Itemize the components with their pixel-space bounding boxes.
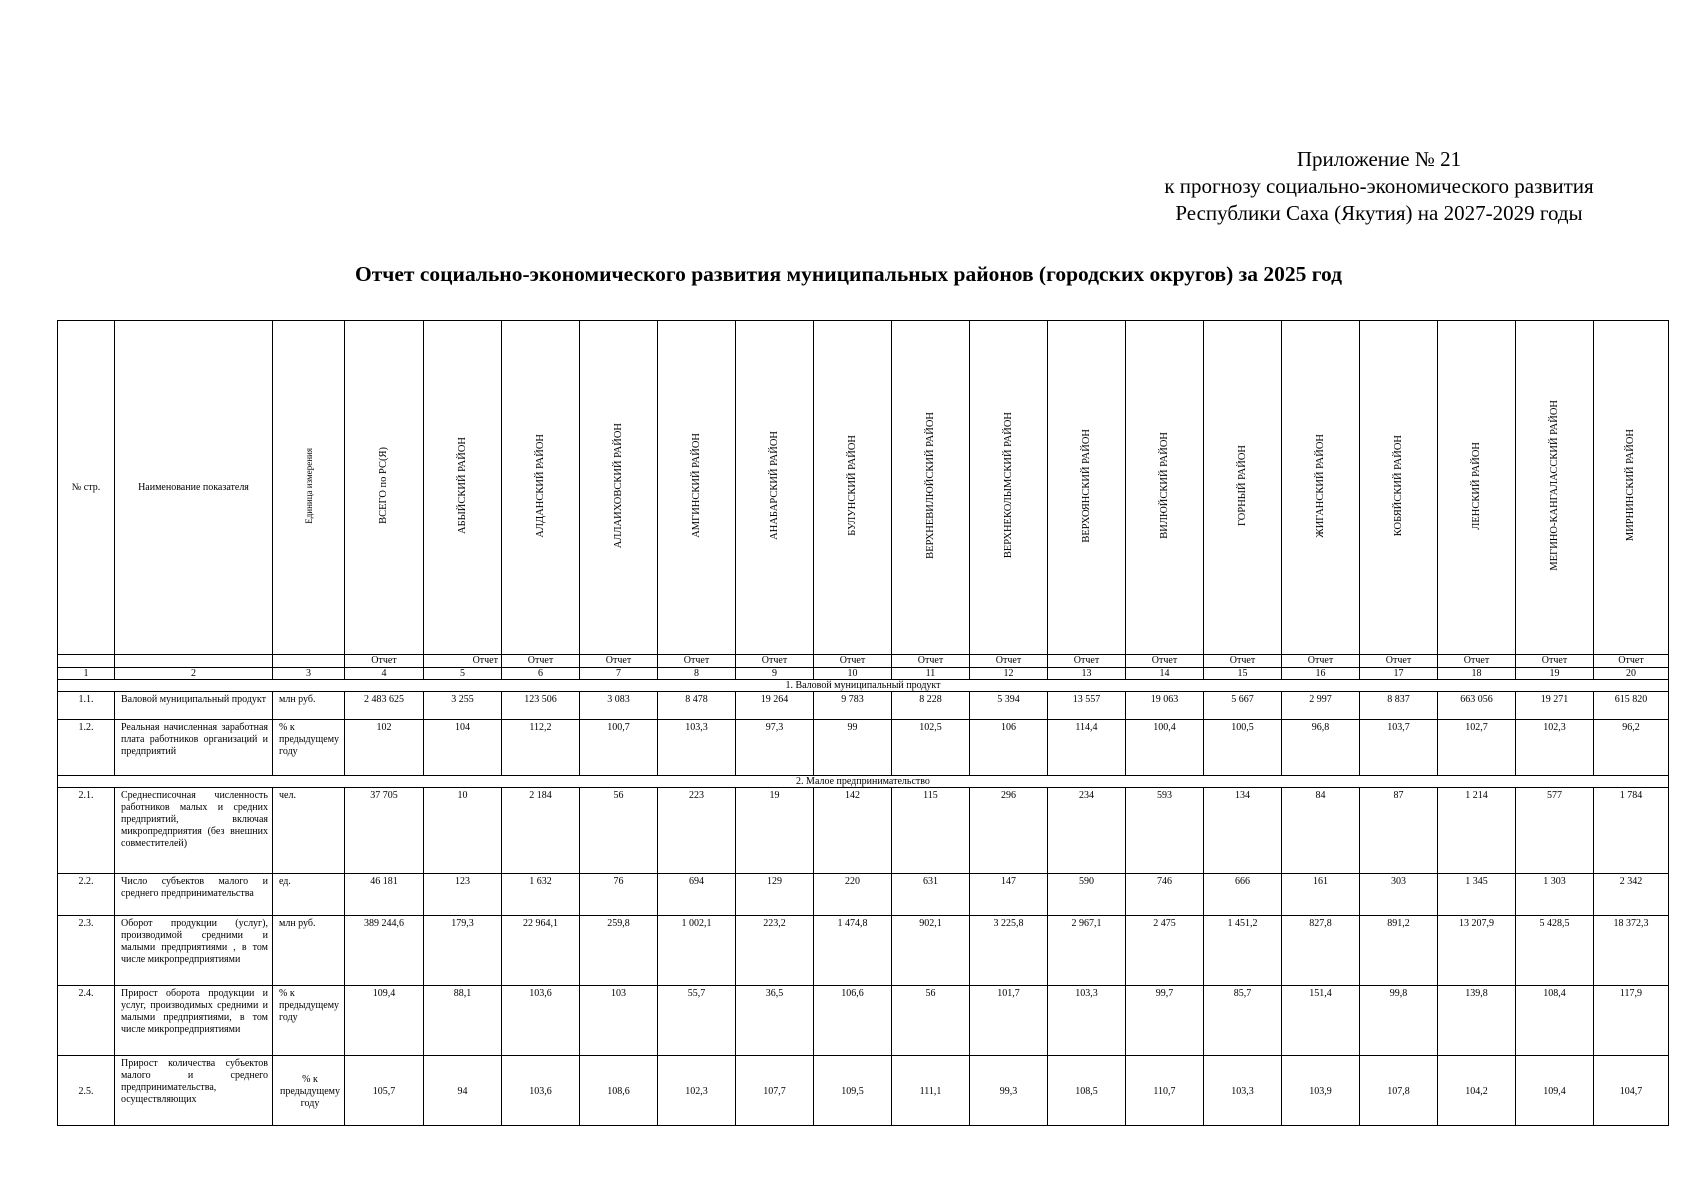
value-cell: 112,2 bbox=[502, 720, 580, 776]
header-col-label: АНАБАРСКИЙ РАЙОН bbox=[768, 431, 780, 540]
indicator-name: Число субъектов малого и среднего предпринимательства bbox=[115, 874, 273, 916]
header-col-label: ВИЛЮЙСКИЙ РАЙОН bbox=[1158, 432, 1170, 539]
column-number-cell: 15 bbox=[1204, 668, 1282, 680]
column-number-cell: 14 bbox=[1126, 668, 1204, 680]
column-number-cell: 6 bbox=[502, 668, 580, 680]
period-cell: Отчет bbox=[1126, 655, 1204, 668]
value-cell: 5 667 bbox=[1204, 692, 1282, 720]
value-cell: 103,7 bbox=[1360, 720, 1438, 776]
header-col bbox=[1360, 321, 1438, 655]
value-cell: 1 345 bbox=[1438, 874, 1516, 916]
indicator-name: Реальная начисленная заработная плата работников организаций и предприятий bbox=[115, 720, 273, 776]
value-cell: 117,9 bbox=[1594, 986, 1669, 1056]
value-cell: 46 181 bbox=[345, 874, 424, 916]
value-cell: 104 bbox=[424, 720, 502, 776]
value-cell: 107,8 bbox=[1360, 1056, 1438, 1126]
table-row bbox=[58, 916, 1669, 986]
value-cell: 666 bbox=[1204, 874, 1282, 916]
column-number-cell: 11 bbox=[892, 668, 970, 680]
value-cell: 8 478 bbox=[658, 692, 736, 720]
value-cell: 593 bbox=[1126, 788, 1204, 874]
value-cell: 134 bbox=[1204, 788, 1282, 874]
value-cell: 2 483 625 bbox=[345, 692, 424, 720]
value-cell: 103,6 bbox=[502, 1056, 580, 1126]
column-number-cell: 9 bbox=[736, 668, 814, 680]
header-col-label: ГОРНЫЙ РАЙОН bbox=[1236, 444, 1248, 526]
value-cell: 2 342 bbox=[1594, 874, 1669, 916]
value-cell: 631 bbox=[892, 874, 970, 916]
indicator-name: Прирост количества субъектов малого и среднего предпринимательства, осуществляющих bbox=[115, 1056, 273, 1126]
period-cell: Отчет bbox=[814, 655, 892, 668]
row-number: 2.5. bbox=[58, 1056, 115, 1126]
row-number: 2.4. bbox=[58, 986, 115, 1056]
column-number-cell: 12 bbox=[970, 668, 1048, 680]
period-cell: Отчет bbox=[970, 655, 1048, 668]
indicator-name: Оборот продукции (услуг), производимой средними и малыми предприятиями , в том числе микропредприятиями bbox=[115, 916, 273, 986]
value-cell: 104,7 bbox=[1594, 1056, 1669, 1126]
report-body bbox=[58, 655, 1669, 1126]
value-cell: 663 056 bbox=[1438, 692, 1516, 720]
header-col bbox=[345, 321, 424, 655]
value-cell: 108,4 bbox=[1516, 986, 1594, 1056]
table-row bbox=[58, 692, 1669, 720]
value-cell: 105,7 bbox=[345, 1056, 424, 1126]
value-cell: 259,8 bbox=[580, 916, 658, 986]
value-cell: 111,1 bbox=[892, 1056, 970, 1126]
value-cell: 123 506 bbox=[502, 692, 580, 720]
column-number-cell: 2 bbox=[115, 668, 273, 680]
section-row bbox=[58, 776, 1669, 788]
value-cell: 99,8 bbox=[1360, 986, 1438, 1056]
header-col-label: КОБЯЙСКИЙ РАЙОН bbox=[1392, 434, 1404, 537]
value-cell: 103,3 bbox=[658, 720, 736, 776]
report-title: Отчет социально-экономического развития муниципальных районов (городских округов) за 2025 год bbox=[354, 262, 1343, 286]
period-empty-cell bbox=[58, 655, 115, 668]
value-cell: 103,3 bbox=[1048, 986, 1126, 1056]
value-cell: 102,5 bbox=[892, 720, 970, 776]
value-cell: 106,6 bbox=[814, 986, 892, 1056]
column-number-cell: 3 bbox=[273, 668, 345, 680]
header-col bbox=[1204, 321, 1282, 655]
header-col-label: АБЫЙСКИЙ РАЙОН bbox=[456, 437, 468, 534]
row-number: 2.3. bbox=[58, 916, 115, 986]
unit-of-measure: % к предыдущему году bbox=[273, 1056, 345, 1126]
value-cell: 8 837 bbox=[1360, 692, 1438, 720]
value-cell: 103,3 bbox=[1204, 1056, 1282, 1126]
period-cell: Отчет bbox=[1282, 655, 1360, 668]
value-cell: 110,7 bbox=[1126, 1056, 1204, 1126]
period-cell: Отчет bbox=[658, 655, 736, 668]
header-col-label: ВСЕГО по РС(Я) bbox=[378, 447, 389, 524]
header-num-label: № стр. bbox=[71, 481, 101, 493]
value-cell: 99,7 bbox=[1126, 986, 1204, 1056]
value-cell: 1 214 bbox=[1438, 788, 1516, 874]
value-cell: 223,2 bbox=[736, 916, 814, 986]
indicator-name: Валовой муниципальный продукт bbox=[115, 692, 273, 720]
value-cell: 108,6 bbox=[580, 1056, 658, 1126]
value-cell: 94 bbox=[424, 1056, 502, 1126]
value-cell: 902,1 bbox=[892, 916, 970, 986]
appendix-line-3: Республики Саха (Якутия) на 2027-2029 годы bbox=[1175, 201, 1583, 225]
header-row bbox=[58, 321, 1669, 655]
period-cell: Отчет bbox=[580, 655, 658, 668]
value-cell: 389 244,6 bbox=[345, 916, 424, 986]
value-cell: 84 bbox=[1282, 788, 1360, 874]
column-number-cell: 20 bbox=[1594, 668, 1669, 680]
header-col bbox=[970, 321, 1048, 655]
period-cell: Отчет bbox=[424, 655, 502, 668]
header-col-label: АЛЛАИХОВСКИЙ РАЙОН bbox=[612, 422, 624, 549]
value-cell: 76 bbox=[580, 874, 658, 916]
value-cell: 147 bbox=[970, 874, 1048, 916]
period-cell: Отчет bbox=[1438, 655, 1516, 668]
value-cell: 3 255 bbox=[424, 692, 502, 720]
row-number: 2.1. bbox=[58, 788, 115, 874]
value-cell: 234 bbox=[1048, 788, 1126, 874]
header-col bbox=[1126, 321, 1204, 655]
value-cell: 37 705 bbox=[345, 788, 424, 874]
unit-of-measure: % к предыдущему году bbox=[273, 986, 345, 1056]
header-col bbox=[1438, 321, 1516, 655]
table-row bbox=[58, 1056, 1669, 1126]
column-number-cell: 4 bbox=[345, 668, 424, 680]
section-row bbox=[58, 680, 1669, 692]
value-cell: 694 bbox=[658, 874, 736, 916]
value-cell: 102,7 bbox=[1438, 720, 1516, 776]
value-cell: 19 063 bbox=[1126, 692, 1204, 720]
header-col-label: МЕГИНО-КАНГАЛАССКИЙ РАЙОН bbox=[1548, 400, 1560, 571]
value-cell: 102,3 bbox=[1516, 720, 1594, 776]
header-col bbox=[1594, 321, 1669, 655]
header-col-label: МИРНИНСКИЙ РАЙОН bbox=[1625, 429, 1636, 542]
value-cell: 1 303 bbox=[1516, 874, 1594, 916]
header-col bbox=[580, 321, 658, 655]
column-number-cell: 18 bbox=[1438, 668, 1516, 680]
value-cell: 104,2 bbox=[1438, 1056, 1516, 1126]
value-cell: 615 820 bbox=[1594, 692, 1669, 720]
period-cell: Отчет bbox=[892, 655, 970, 668]
header-col bbox=[1516, 321, 1594, 655]
header-col-label: ВЕРХОЯНСКИЙ РАЙОН bbox=[1080, 428, 1092, 543]
value-cell: 746 bbox=[1126, 874, 1204, 916]
row-number: 1.2. bbox=[58, 720, 115, 776]
unit-of-measure: чел. bbox=[273, 788, 345, 874]
value-cell: 223 bbox=[658, 788, 736, 874]
value-cell: 100,5 bbox=[1204, 720, 1282, 776]
period-cell: Отчет bbox=[736, 655, 814, 668]
header-col-label: АМГИНСКИЙ РАЙОН bbox=[690, 433, 702, 538]
table-row bbox=[58, 874, 1669, 916]
period-empty-cell bbox=[273, 655, 345, 668]
period-cell: Отчет bbox=[1204, 655, 1282, 668]
value-cell: 139,8 bbox=[1438, 986, 1516, 1056]
value-cell: 97,3 bbox=[736, 720, 814, 776]
value-cell: 88,1 bbox=[424, 986, 502, 1056]
value-cell: 103,6 bbox=[502, 986, 580, 1056]
value-cell: 22 964,1 bbox=[502, 916, 580, 986]
header-unit bbox=[273, 321, 345, 655]
header-col-label: ЖИГАНСКИЙ РАЙОН bbox=[1314, 433, 1326, 538]
value-cell: 100,7 bbox=[580, 720, 658, 776]
period-empty-cell bbox=[115, 655, 273, 668]
column-number-cell: 19 bbox=[1516, 668, 1594, 680]
value-cell: 8 228 bbox=[892, 692, 970, 720]
value-cell: 55,7 bbox=[658, 986, 736, 1056]
unit-of-measure: млн руб. bbox=[273, 916, 345, 986]
column-number-row bbox=[58, 668, 1669, 680]
value-cell: 1 632 bbox=[502, 874, 580, 916]
appendix-header bbox=[1099, 146, 1659, 227]
value-cell: 109,5 bbox=[814, 1056, 892, 1126]
value-cell: 106 bbox=[970, 720, 1048, 776]
header-col bbox=[736, 321, 814, 655]
value-cell: 114,4 bbox=[1048, 720, 1126, 776]
indicator-name: Прирост оборота продукции и услуг, производимых средними и малыми предприятиями, в том числе микропредприятиями bbox=[115, 986, 273, 1056]
header-col bbox=[502, 321, 580, 655]
value-cell: 109,4 bbox=[345, 986, 424, 1056]
header-name bbox=[115, 321, 273, 655]
value-cell: 36,5 bbox=[736, 986, 814, 1056]
period-cell: Отчет bbox=[1594, 655, 1669, 668]
value-cell: 13 557 bbox=[1048, 692, 1126, 720]
value-cell: 891,2 bbox=[1360, 916, 1438, 986]
value-cell: 99,3 bbox=[970, 1056, 1048, 1126]
column-number-cell: 13 bbox=[1048, 668, 1126, 680]
row-number: 1.1. bbox=[58, 692, 115, 720]
value-cell: 2 997 bbox=[1282, 692, 1360, 720]
value-cell: 87 bbox=[1360, 788, 1438, 874]
header-col bbox=[424, 321, 502, 655]
value-cell: 107,7 bbox=[736, 1056, 814, 1126]
value-cell: 109,4 bbox=[1516, 1056, 1594, 1126]
table-row bbox=[58, 986, 1669, 1056]
value-cell: 129 bbox=[736, 874, 814, 916]
value-cell: 142 bbox=[814, 788, 892, 874]
header-col-label: БУЛУНСКИЙ РАЙОН bbox=[846, 435, 858, 536]
column-number-cell: 7 bbox=[580, 668, 658, 680]
appendix-line-2: к прогнозу социально-экономического развития bbox=[1164, 174, 1594, 198]
value-cell: 123 bbox=[424, 874, 502, 916]
value-cell: 577 bbox=[1516, 788, 1594, 874]
value-cell: 1 474,8 bbox=[814, 916, 892, 986]
value-cell: 103,9 bbox=[1282, 1056, 1360, 1126]
period-row bbox=[58, 655, 1669, 668]
column-number-cell: 1 bbox=[58, 668, 115, 680]
header-col bbox=[814, 321, 892, 655]
value-cell: 2 475 bbox=[1126, 916, 1204, 986]
value-cell: 19 264 bbox=[736, 692, 814, 720]
value-cell: 102 bbox=[345, 720, 424, 776]
value-cell: 56 bbox=[892, 986, 970, 1056]
value-cell: 3 225,8 bbox=[970, 916, 1048, 986]
header-unit-label: Единица измерения bbox=[303, 447, 314, 524]
column-number-cell: 5 bbox=[424, 668, 502, 680]
column-number-cell: 16 bbox=[1282, 668, 1360, 680]
header-name-label: Наименование показателя bbox=[138, 481, 249, 493]
value-cell: 1 002,1 bbox=[658, 916, 736, 986]
header-col-label: ВЕРХНЕВИЛЮЙСКИЙ РАЙОН bbox=[924, 412, 936, 559]
period-cell: Отчет bbox=[502, 655, 580, 668]
value-cell: 13 207,9 bbox=[1438, 916, 1516, 986]
value-cell: 19 271 bbox=[1516, 692, 1594, 720]
header-col bbox=[1282, 321, 1360, 655]
value-cell: 115 bbox=[892, 788, 970, 874]
value-cell: 590 bbox=[1048, 874, 1126, 916]
header-num bbox=[58, 321, 115, 655]
period-cell: Отчет bbox=[1516, 655, 1594, 668]
value-cell: 296 bbox=[970, 788, 1048, 874]
column-number-cell: 10 bbox=[814, 668, 892, 680]
period-cell: Отчет bbox=[1048, 655, 1126, 668]
table-row bbox=[58, 788, 1669, 874]
value-cell: 99 bbox=[814, 720, 892, 776]
period-cell: Отчет bbox=[345, 655, 424, 668]
value-cell: 108,5 bbox=[1048, 1056, 1126, 1126]
value-cell: 10 bbox=[424, 788, 502, 874]
unit-of-measure: млн руб. bbox=[273, 692, 345, 720]
unit-of-measure: ед. bbox=[273, 874, 345, 916]
value-cell: 5 394 bbox=[970, 692, 1048, 720]
header-col bbox=[892, 321, 970, 655]
value-cell: 2 967,1 bbox=[1048, 916, 1126, 986]
value-cell: 101,7 bbox=[970, 986, 1048, 1056]
header-col bbox=[1048, 321, 1126, 655]
value-cell: 18 372,3 bbox=[1594, 916, 1669, 986]
value-cell: 2 184 bbox=[502, 788, 580, 874]
value-cell: 9 783 bbox=[814, 692, 892, 720]
value-cell: 161 bbox=[1282, 874, 1360, 916]
indicator-name: Среднесписочная численность работников малых и средних предприятий, включая микропредприятия (без внешних совместителей) bbox=[115, 788, 273, 874]
value-cell: 827,8 bbox=[1282, 916, 1360, 986]
value-cell: 220 bbox=[814, 874, 892, 916]
value-cell: 1 451,2 bbox=[1204, 916, 1282, 986]
section-title: 1. Валовой муниципальный продукт bbox=[58, 680, 1669, 692]
value-cell: 5 428,5 bbox=[1516, 916, 1594, 986]
column-number-cell: 8 bbox=[658, 668, 736, 680]
value-cell: 303 bbox=[1360, 874, 1438, 916]
value-cell: 56 bbox=[580, 788, 658, 874]
column-number-cell: 17 bbox=[1360, 668, 1438, 680]
unit-of-measure: % к предыдущему году bbox=[273, 720, 345, 776]
value-cell: 85,7 bbox=[1204, 986, 1282, 1056]
section-title: 2. Малое предпринимательство bbox=[58, 776, 1669, 788]
value-cell: 1 784 bbox=[1594, 788, 1669, 874]
value-cell: 151,4 bbox=[1282, 986, 1360, 1056]
appendix-line-1: Приложение № 21 bbox=[1296, 147, 1462, 171]
value-cell: 179,3 bbox=[424, 916, 502, 986]
value-cell: 102,3 bbox=[658, 1056, 736, 1126]
value-cell: 96,8 bbox=[1282, 720, 1360, 776]
header-col-label: АЛДАНСКИЙ РАЙОН bbox=[534, 433, 546, 538]
header-col-label: ЛЕНСКИЙ РАЙОН bbox=[1470, 441, 1482, 530]
value-cell: 96,2 bbox=[1594, 720, 1669, 776]
value-cell: 100,4 bbox=[1126, 720, 1204, 776]
table-row bbox=[58, 720, 1669, 776]
header-col bbox=[658, 321, 736, 655]
report-table bbox=[57, 320, 1669, 1126]
value-cell: 19 bbox=[736, 788, 814, 874]
value-cell: 103 bbox=[580, 986, 658, 1056]
header-col-label: ВЕРХНЕКОЛЫМСКИЙ РАЙОН bbox=[1002, 412, 1014, 559]
value-cell: 3 083 bbox=[580, 692, 658, 720]
period-cell: Отчет bbox=[1360, 655, 1438, 668]
row-number: 2.2. bbox=[58, 874, 115, 916]
